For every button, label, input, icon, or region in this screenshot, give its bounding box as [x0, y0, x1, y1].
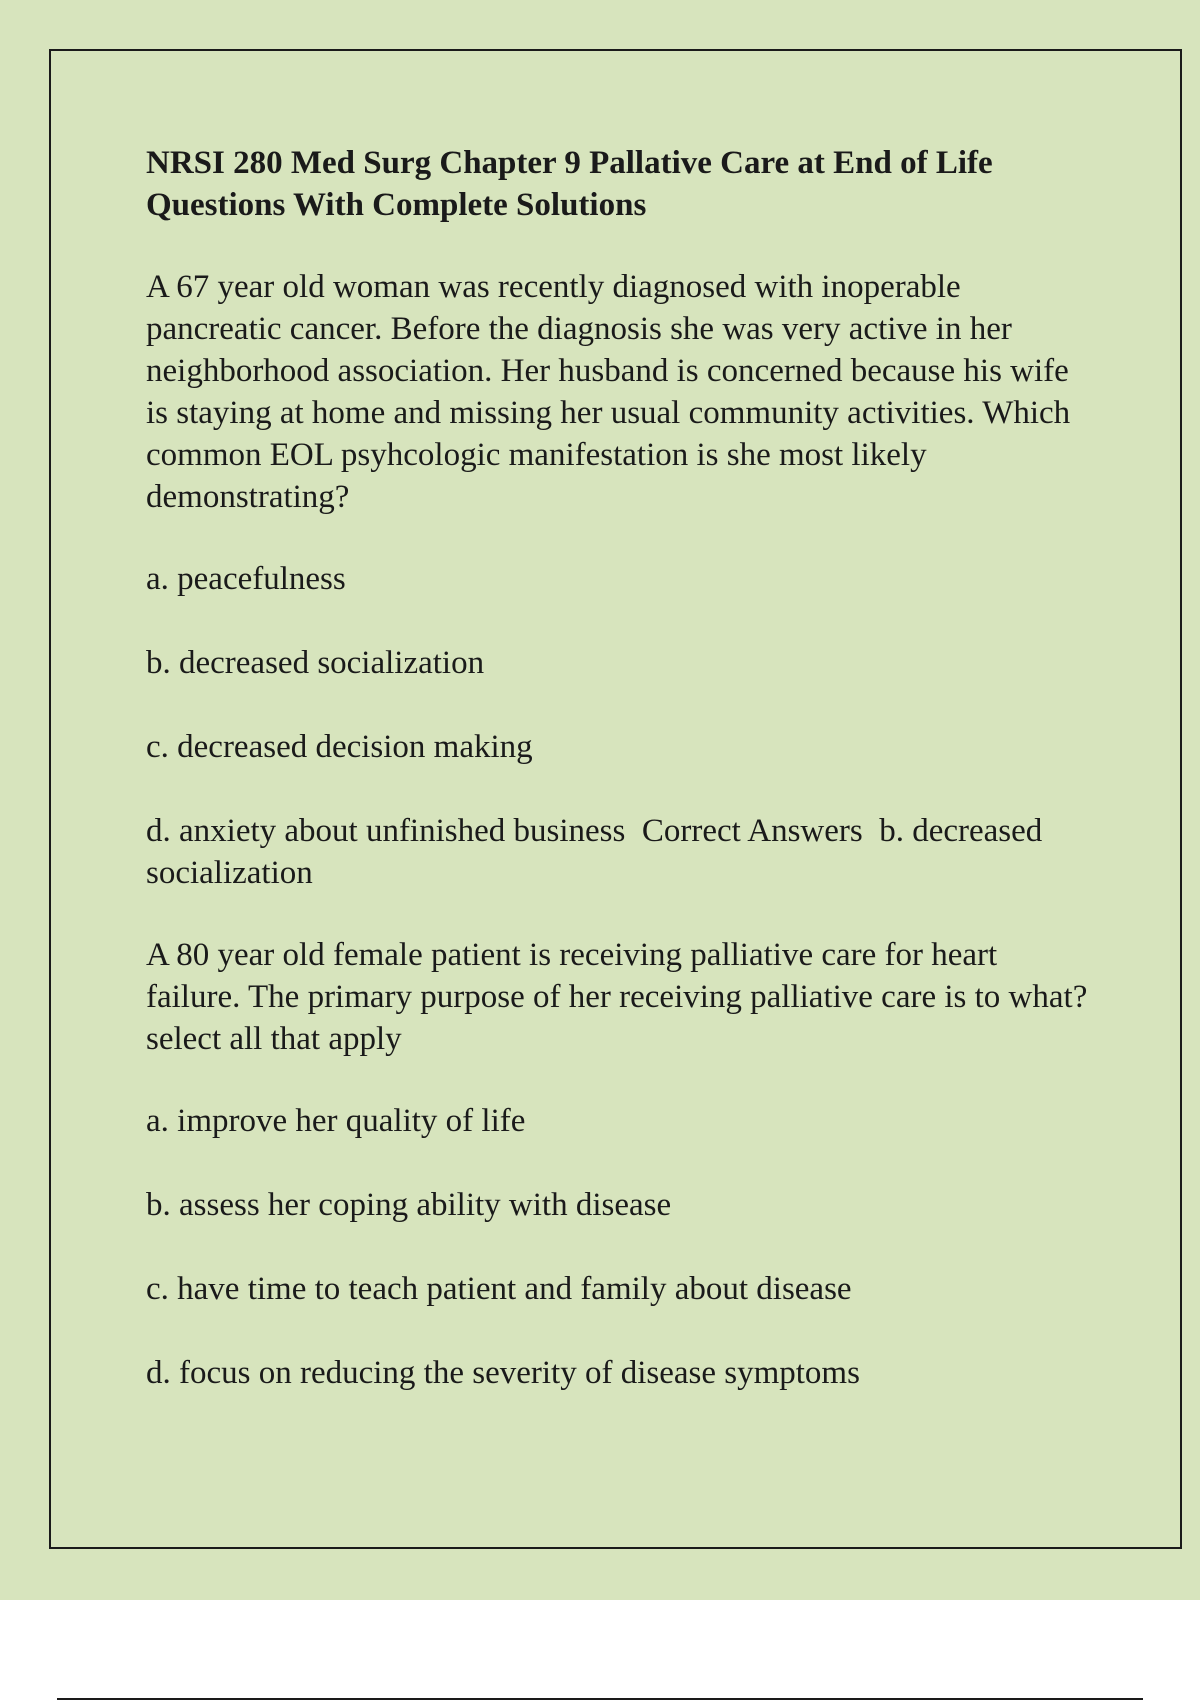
- question-1-option-c: c. decreased decision making: [146, 729, 533, 765]
- correct-answer-value: b. decreased socialization: [146, 813, 1043, 891]
- document-content: [146, 142, 1096, 1436]
- question-2-option-b: b. assess her coping ability with disease: [146, 1187, 672, 1223]
- question-2-option-a: a. improve her quality of life: [146, 1103, 526, 1139]
- question-2-option-d: d. focus on reducing the severity of disease symptoms: [146, 1355, 860, 1391]
- document-title: NRSI 280 Med Surg Chapter 9 Pallative Care at End of Life Questions With Complete Solutions: [146, 145, 993, 223]
- correct-answers-label: Correct Answers: [641, 813, 863, 849]
- question-1-option-d: d. anxiety about unfinished business: [146, 813, 626, 849]
- question-1-option-b: b. decreased socialization: [146, 645, 485, 681]
- question-1-option-a: a. peacefulness: [146, 561, 346, 597]
- question-1-stem: A 67 year old woman was recently diagnosed with inoperable pancreatic cancer. Before the diagnosis she was very active in her neighborhood association. Her husband is concerned because his wife is staying at home and missing her usual community activities. Which common EOL psyhcologic manifestation is she most likely demonstrating?: [146, 269, 1071, 515]
- question-2-option-c: c. have time to teach patient and family about disease: [146, 1271, 852, 1307]
- question-1-option-d-with-answer: [146, 810, 1096, 894]
- question-2-stem: A 80 year old female patient is receiving palliative care for heart failure. The primary purpose of her receiving palliative care is to what? select all that apply: [146, 937, 1088, 1057]
